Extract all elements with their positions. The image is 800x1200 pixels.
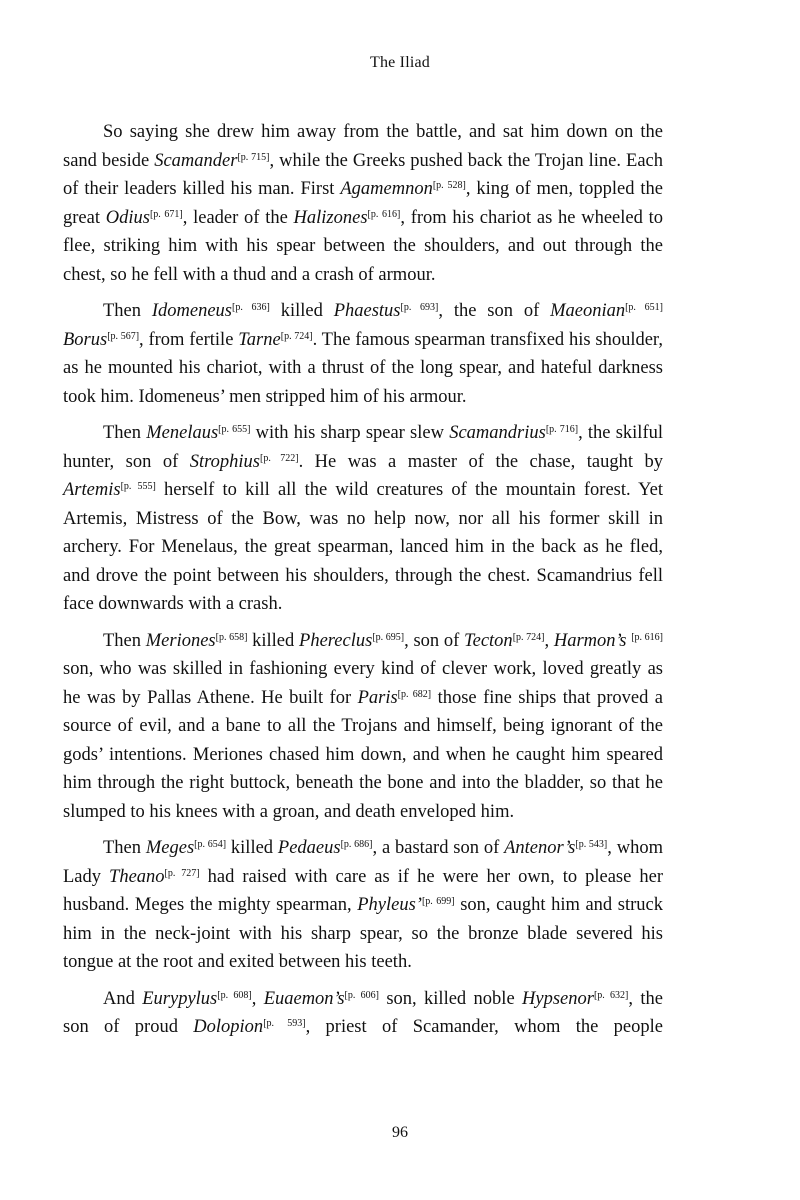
italic-name: Maeonian bbox=[550, 301, 626, 321]
italic-name: Scamander bbox=[154, 150, 238, 171]
text-run: , bbox=[544, 630, 554, 651]
page-reference: [p. 716] bbox=[545, 424, 579, 435]
italic-name: Menelaus bbox=[146, 423, 219, 443]
page-reference: [p. 658] bbox=[215, 631, 248, 643]
italic-name: Euaemon’s bbox=[263, 988, 345, 1009]
page-reference: [p. 651] bbox=[625, 302, 663, 313]
text-run: So saying she drew him away from the battle, and sat him down on the sand beside bbox=[63, 122, 663, 171]
page-reference: [p. 699] bbox=[421, 896, 455, 907]
italic-name: Antenor’s bbox=[504, 838, 576, 858]
italic-name: Harmon’s bbox=[553, 630, 627, 651]
paragraph bbox=[63, 834, 663, 977]
text-run: , the son of bbox=[438, 301, 551, 321]
italic-name: Halizones bbox=[293, 207, 368, 228]
text-run: son, who was skilled in fashioning every kind of clever work, loved greatly as he was by Pallas Athene. He built for bbox=[63, 659, 663, 708]
text-run: , leader of the bbox=[182, 207, 294, 228]
italic-name: Artemis bbox=[63, 480, 121, 500]
italic-name: Tarne bbox=[238, 329, 281, 350]
italic-name: Idomeneus bbox=[151, 301, 233, 321]
text-run: killed bbox=[269, 301, 334, 321]
text-run: , a bastard son of bbox=[372, 838, 505, 858]
text-run: Then bbox=[103, 301, 152, 321]
page-reference: [p. 671] bbox=[149, 208, 183, 220]
page-reference: [p. 616] bbox=[367, 208, 401, 220]
paragraph bbox=[63, 985, 663, 1042]
text-run: , son of bbox=[404, 630, 465, 651]
text-run: Then bbox=[103, 423, 147, 443]
italic-name: Eurypylus bbox=[142, 988, 218, 1009]
paragraph bbox=[63, 118, 663, 289]
italic-name: Pedaeus bbox=[277, 838, 341, 858]
page-reference: [p. 693] bbox=[400, 302, 439, 313]
paragraph bbox=[63, 297, 663, 411]
text-run: herself to kill all the wild creatures of the mountain forest. Yet Artemis, Mistress of the Bow, was no help now, nor all his former skill in archery. For Menelaus, the great spearman, lanced him in the back as he fled, and drove the point between his shoulders, through the chest. Scamandrius fell face downwards with a crash. bbox=[63, 480, 663, 614]
italic-name: Scamandrius bbox=[449, 423, 546, 443]
page-reference: [p. 606] bbox=[344, 989, 379, 1001]
page-reference: [p. 727] bbox=[164, 867, 200, 879]
page-reference: [p. 616] bbox=[631, 631, 663, 643]
text-run: , while the Greeks pushed back the Trojan line. Each of their leaders killed his man. First bbox=[63, 150, 663, 199]
page-reference: [p. 593] bbox=[263, 1018, 306, 1029]
text-run: son, caught him and struck him in the neck-joint with his sharp spear, so the bronze blade severed his tongue at the root and exited between his teeth. bbox=[63, 895, 663, 972]
italic-name: Hypsenor bbox=[522, 988, 594, 1009]
italic-name: Theano bbox=[109, 866, 165, 887]
running-header: The Iliad bbox=[370, 54, 430, 71]
page-reference: [p. 695] bbox=[372, 631, 405, 643]
italic-name: Phereclus bbox=[299, 630, 373, 651]
page-reference: [p. 632] bbox=[593, 989, 629, 1001]
page-reference: [p. 608] bbox=[217, 989, 252, 1001]
text-run: with his sharp spear slew bbox=[250, 423, 450, 443]
text-run: Then bbox=[103, 838, 146, 858]
text-run: Then bbox=[103, 630, 146, 651]
body-text bbox=[63, 118, 663, 1050]
text-run: those fine ships that proved a source of evil, and a bane to all the Trojans and himself, being ignorant of the gods’ intentions. Meriones chased him down, and when he caught him speared him through the right buttock, beneath the bone and into the bladder, so that he slumped to his knees with a groan, and death enveloped him. bbox=[63, 687, 663, 822]
page-reference: [p. 715] bbox=[237, 151, 270, 163]
italic-name: Phaestus bbox=[333, 301, 401, 321]
text-run: , from his chariot as he wheeled to flee, striking him with his spear between the shoulders, and out through the chest, so he fell with a thud and a crash of armour. bbox=[63, 207, 664, 285]
italic-name: Borus bbox=[63, 329, 108, 350]
page-reference: [p. 722] bbox=[260, 452, 299, 464]
page-reference: [p. 655] bbox=[218, 424, 251, 435]
italic-name: Agamemnon bbox=[340, 179, 433, 199]
text-run: , the skilful hunter, son of bbox=[63, 423, 663, 472]
italic-name: Dolopion bbox=[193, 1017, 264, 1037]
text-run: , whom Lady bbox=[63, 838, 663, 887]
text-run: . The famous spearman transfixed his shoulder, as he mounted his chariot, with a thrust of the long spear, and hateful darkness took him. Idomeneus’ men stripped him of his armour. bbox=[63, 329, 663, 407]
paragraph bbox=[63, 419, 663, 619]
text-run: killed bbox=[247, 630, 300, 651]
italic-name: Strophius bbox=[189, 451, 261, 472]
italic-name: Paris bbox=[357, 687, 398, 708]
italic-name: Meges bbox=[145, 838, 195, 858]
text-run: , the son of proud bbox=[63, 988, 663, 1037]
page-reference: [p. 636] bbox=[232, 302, 270, 313]
page-reference: [p. 724] bbox=[280, 330, 313, 342]
page-reference: [p. 528] bbox=[432, 180, 466, 191]
italic-name: Tecton bbox=[464, 630, 513, 651]
paragraph bbox=[63, 627, 663, 827]
page-reference: [p. 686] bbox=[340, 839, 373, 850]
text-run: And bbox=[103, 988, 143, 1009]
text-run: . He was a master of the chase, taught by bbox=[298, 451, 664, 472]
page-reference: [p. 724] bbox=[512, 631, 545, 643]
italic-name: Meriones bbox=[145, 630, 216, 651]
text-run: , bbox=[251, 988, 264, 1009]
page-reference: [p. 555] bbox=[120, 481, 156, 492]
text-run: , from fertile bbox=[139, 329, 239, 350]
page-reference: [p. 654] bbox=[194, 839, 227, 850]
page-reference: [p. 682] bbox=[397, 688, 432, 700]
text-run: had raised with care as if he were her own, to please her husband. Meges the mighty spearman, bbox=[63, 866, 663, 915]
page-reference: [p. 543] bbox=[575, 839, 608, 850]
text-run: , priest of Scamander, whom the people bbox=[305, 1017, 663, 1037]
italic-name: Odius bbox=[105, 207, 150, 228]
text-run: killed bbox=[226, 838, 278, 858]
text-run: son, killed noble bbox=[378, 988, 523, 1009]
page-number: 96 bbox=[392, 1124, 408, 1141]
italic-name: Phyleus’ bbox=[357, 895, 422, 915]
page-reference: [p. 567] bbox=[107, 330, 140, 342]
text-run: , king of men, toppled the great bbox=[63, 179, 663, 228]
